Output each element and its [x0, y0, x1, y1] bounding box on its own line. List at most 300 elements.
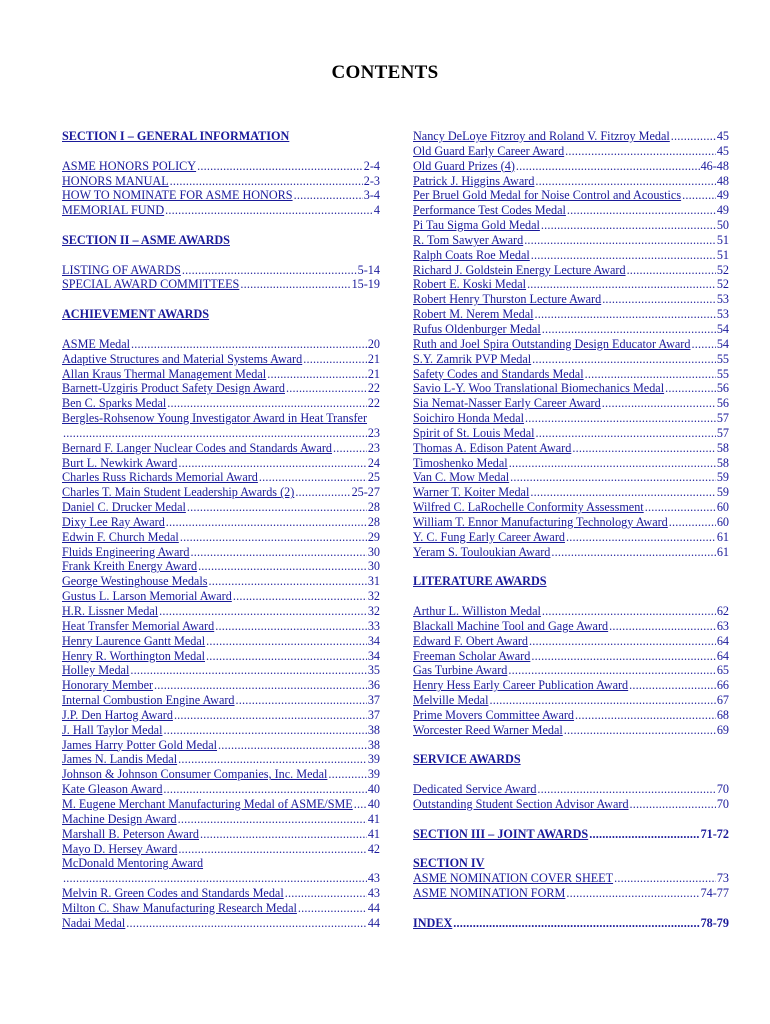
entry-title: Henry R. Worthington Medal [62, 648, 205, 663]
toc-entry-link[interactable] [62, 619, 380, 634]
page-number: 69 [716, 722, 729, 737]
page-number: 61 [716, 529, 729, 544]
page-number: 50 [716, 218, 729, 233]
page-number: 45 [716, 129, 729, 143]
page-number: 68 [716, 707, 729, 722]
entry-title: Gustus L. Larson Memorial Award [62, 589, 232, 604]
spacer [62, 218, 380, 233]
toc-entry-link[interactable] [62, 411, 380, 426]
page-number: 15-19 [351, 277, 380, 292]
toc-column-right [413, 129, 729, 931]
toc-entry-link[interactable] [62, 634, 380, 649]
toc-entry-link[interactable] [413, 827, 729, 842]
page-number: 38 [367, 737, 380, 752]
section-heading-link[interactable]: SECTION II – ASME AWARDS [62, 232, 230, 247]
dot-leader [535, 307, 716, 322]
toc-entry-link[interactable] [62, 678, 380, 693]
toc-entry-link[interactable] [62, 337, 380, 352]
dot-leader [178, 752, 367, 767]
page-number: 64 [716, 633, 729, 648]
dot-leader [154, 678, 367, 693]
section-heading-link[interactable]: SECTION I – GENERAL INFORMATION [62, 129, 290, 143]
dot-leader [551, 545, 715, 560]
page-number: 5-14 [357, 262, 380, 277]
entry-title: Robert M. Nerem Medal [413, 307, 534, 322]
dot-leader [131, 337, 367, 352]
dot-leader [629, 678, 716, 693]
dot-leader [614, 871, 716, 886]
page-number: 51 [716, 232, 729, 247]
toc-entry-link[interactable] [413, 159, 729, 174]
entry-title: Old Guard Prizes (4) [413, 158, 515, 173]
toc-entry-link[interactable] [413, 129, 729, 144]
toc-entry-link[interactable] [413, 381, 729, 396]
entry-title: ASME HONORS POLICY [62, 158, 197, 173]
spacer [413, 589, 729, 604]
entry-title: R. Tom Sawyer Award [413, 232, 524, 247]
toc-entry-link[interactable] [62, 901, 380, 916]
page-number: 23 [367, 425, 380, 440]
dot-leader [218, 738, 367, 753]
entry-title: S.Y. Zamrik PVP Medal [413, 351, 532, 366]
toc-entry-link[interactable] [62, 752, 380, 767]
toc-entry-link[interactable] [413, 663, 729, 678]
entry-title: Dixy Lee Ray Award [62, 514, 165, 529]
dot-leader [567, 203, 716, 218]
entry-title: Blackall Machine Tool and Gage Award [413, 618, 609, 633]
toc-entry-link[interactable] [62, 485, 380, 500]
spacer [413, 842, 729, 857]
dot-leader [691, 337, 715, 352]
entry-title: Soichiro Honda Medal [413, 411, 525, 426]
dot-leader [298, 901, 367, 916]
toc-entry-link[interactable] [413, 188, 729, 203]
entry-title: Prime Movers Committee Award [413, 707, 575, 722]
entry-title: Ruth and Joel Spira Outstanding Design Educator Award [413, 336, 691, 351]
entry-title: William T. Ennor Manufacturing Technology Award [413, 514, 668, 529]
dot-leader [126, 916, 367, 931]
entry-title: Arthur L. Williston Medal [413, 604, 541, 618]
toc-entry-link[interactable] [62, 693, 380, 708]
dot-leader [178, 812, 367, 827]
entry-title: Outstanding Student Section Advisor Award [413, 796, 629, 811]
toc-entry-link[interactable] [413, 649, 729, 664]
page-number: 51 [716, 247, 729, 262]
dot-leader [294, 188, 363, 203]
entry-title: Kate Gleason Award [62, 782, 163, 797]
dot-leader [630, 797, 716, 812]
entry-title: J.P. Den Hartog Award [62, 707, 173, 722]
toc-entry-link[interactable] [62, 381, 380, 396]
entry-title: Frank Kreith Energy Award [62, 559, 198, 574]
dot-leader [166, 515, 367, 530]
dot-leader [328, 767, 366, 782]
toc-entry-link[interactable] [62, 396, 380, 411]
entry-title: Yeram S. Touloukian Award [413, 544, 551, 559]
section-heading-link[interactable]: SERVICE AWARDS [413, 752, 521, 767]
toc-entry-link[interactable] [413, 352, 729, 367]
toc-entry-link[interactable] [413, 218, 729, 233]
dot-leader [665, 381, 716, 396]
dot-leader [200, 827, 367, 842]
entry-title: LISTING OF AWARDS [62, 262, 181, 277]
page-number: 32 [367, 589, 380, 604]
page-number: 52 [716, 262, 729, 277]
dot-leader [215, 619, 367, 634]
entry-title: Melvin R. Green Codes and Standards Medal [62, 886, 284, 901]
toc-entry-link[interactable] [62, 352, 380, 367]
dot-leader [572, 441, 715, 456]
entry-title: James N. Landis Medal [62, 752, 178, 767]
toc-entry-link[interactable] [413, 871, 729, 886]
entry-title: Gas Turbine Award [413, 663, 508, 678]
entry-title: Edward F. Obert Award [413, 633, 529, 648]
entry-title: ASME NOMINATION COVER SHEET [413, 871, 614, 886]
page-number: 52 [716, 277, 729, 292]
toc-entry-link[interactable] [413, 144, 729, 159]
dot-leader [542, 604, 716, 619]
toc-entry-link[interactable] [62, 886, 380, 901]
page-title: CONTENTS [331, 62, 439, 83]
entry-title: Van C. Mow Medal [413, 470, 510, 485]
page-number: 40 [367, 796, 380, 811]
toc-entry-link[interactable] [413, 456, 729, 471]
toc-entry-link[interactable] [62, 263, 380, 278]
entry-title: HOW TO NOMINATE FOR ASME HONORS [62, 188, 293, 203]
toc-entry-link[interactable] [62, 782, 380, 797]
section-heading-link[interactable]: LITERATURE AWARDS [413, 574, 547, 589]
dot-leader [531, 248, 716, 263]
dot-leader [236, 693, 367, 708]
page-number: 56 [716, 381, 729, 396]
dot-leader [170, 174, 363, 189]
page-number: 57 [716, 425, 729, 440]
dot-leader [564, 723, 716, 738]
page-number: 23 [367, 440, 380, 455]
page-number: 3-4 [363, 188, 380, 203]
page-number: 28 [367, 514, 380, 529]
dot-leader [333, 441, 367, 456]
entry-title: Bergles-Rohsenow Young Investigator Award in Heat Transfer [62, 411, 368, 426]
page-number: 48 [716, 173, 729, 188]
toc-entry-link[interactable] [62, 842, 380, 857]
page-number: 71-72 [700, 826, 729, 841]
entry-title: Machine Design Award [62, 811, 177, 826]
toc-entry-link[interactable] [413, 485, 729, 500]
toc-entry-link[interactable] [62, 827, 380, 842]
toc-entry-link[interactable] [413, 693, 729, 708]
entry-title: Y. C. Fung Early Career Award [413, 529, 565, 544]
page-number: 73 [716, 871, 729, 886]
dot-leader [542, 322, 716, 337]
page-number: 55 [716, 351, 729, 366]
dot-leader [259, 470, 367, 485]
entry-title: Rufus Oldenburger Medal [413, 321, 541, 336]
dot-leader [174, 708, 367, 723]
page-number: 54 [716, 321, 729, 336]
page-number: 35 [367, 663, 380, 678]
toc-entry-link[interactable] [62, 574, 380, 589]
toc-entry-link[interactable] [413, 174, 729, 189]
toc-entry-link[interactable] [413, 337, 729, 352]
page-number: 33 [367, 618, 380, 633]
entry-title: Johnson & Johnson Consumer Companies, Inc. Medal [62, 767, 328, 782]
toc-entry-link[interactable] [413, 203, 729, 218]
dot-leader [233, 589, 367, 604]
entry-title: Ralph Coats Roe Medal [413, 247, 530, 262]
page-number: 65 [716, 663, 729, 678]
page-number: 2-3 [363, 173, 380, 188]
toc-entry-link[interactable] [413, 367, 729, 382]
dot-leader [585, 367, 716, 382]
spacer [62, 322, 380, 337]
page-number: 63 [716, 618, 729, 633]
dot-leader [63, 426, 367, 441]
toc-entry-link[interactable] [62, 174, 380, 189]
toc-entry-link[interactable] [413, 470, 729, 485]
entry-title: SPECIAL AWARD COMMITTEES [62, 277, 240, 292]
dot-leader [63, 871, 367, 886]
spacer [62, 292, 380, 307]
toc-entry-link[interactable] [413, 634, 729, 649]
entry-title: Internal Combustion Engine Award [62, 693, 235, 708]
toc-entry-link[interactable] [413, 248, 729, 263]
page-number: 54 [716, 336, 729, 351]
entry-title: Warner T. Koiter Medal [413, 485, 530, 500]
page-number: 29 [367, 529, 380, 544]
toc-entry-link[interactable] [413, 307, 729, 322]
page-number: 70 [716, 782, 729, 797]
entry-title: Marshall B. Peterson Award [62, 826, 199, 841]
toc-entry-link[interactable] [413, 411, 729, 426]
toc-entry-link[interactable] [62, 708, 380, 723]
entry-title: Dedicated Service Award [413, 782, 537, 797]
toc-entry-link[interactable] [413, 619, 729, 634]
spacer [413, 559, 729, 574]
toc-entry-link[interactable] [62, 589, 380, 604]
toc-entry-link[interactable] [62, 767, 380, 782]
entry-title: Mayo D. Hersey Award [62, 841, 178, 856]
entry-title: Henry Hess Early Career Publication Award [413, 678, 629, 693]
dot-leader [509, 456, 716, 471]
toc-entry-link[interactable] [62, 916, 380, 931]
page-number: 43 [367, 886, 380, 901]
entry-title: Adaptive Structures and Material Systems Award [62, 351, 303, 366]
toc-entry-link[interactable] [62, 530, 380, 545]
page-number: 34 [367, 648, 380, 663]
dot-leader [536, 426, 716, 441]
toc-entry-link[interactable] [62, 515, 380, 530]
dot-leader [531, 649, 715, 664]
page-number: 55 [716, 366, 729, 381]
toc-entry-link[interactable] [62, 367, 380, 382]
dot-leader [130, 663, 366, 678]
dot-leader [530, 485, 715, 500]
toc-entry-link[interactable] [413, 678, 729, 693]
page-number: 4 [373, 203, 380, 218]
page-number: 49 [716, 188, 729, 203]
toc-entry-link[interactable] [413, 708, 729, 723]
toc-entry-link[interactable] [413, 500, 729, 515]
toc-entry-link[interactable] [62, 812, 380, 827]
dot-leader [508, 663, 715, 678]
entry-title: Charles T. Main Student Leadership Awards (2) [62, 485, 295, 500]
toc-entry-link[interactable] [62, 456, 380, 471]
toc-entry-link[interactable] [413, 916, 729, 931]
entry-title: Charles Russ Richards Memorial Award [62, 470, 258, 485]
entry-title: Bernard F. Langer Nuclear Codes and Standards Award [62, 440, 333, 455]
dot-leader [354, 797, 367, 812]
dot-leader [303, 352, 367, 367]
spacer [413, 812, 729, 827]
toc-entry-link[interactable] [62, 441, 380, 456]
toc-entry-link[interactable] [413, 277, 729, 292]
toc-entry-link[interactable] [413, 782, 729, 797]
dot-leader [178, 842, 367, 857]
toc-entry-link[interactable] [62, 871, 380, 886]
toc-entry-link[interactable] [62, 203, 380, 218]
dot-leader [163, 782, 366, 797]
dot-leader [163, 723, 366, 738]
dot-leader [286, 381, 367, 396]
toc-entry-link[interactable] [62, 797, 380, 812]
entry-title: Barnett-Uzgiris Product Safety Design Award [62, 381, 285, 396]
page-number: 58 [716, 440, 729, 455]
toc-entry-link[interactable] [62, 723, 380, 738]
dot-leader [627, 263, 716, 278]
toc-entry-link[interactable] [413, 723, 729, 738]
toc-entry-link[interactable] [413, 530, 729, 545]
toc-entry-link[interactable] [62, 159, 380, 174]
page-number: 59 [716, 485, 729, 500]
toc-entry-link[interactable] [413, 426, 729, 441]
page-number: 49 [716, 203, 729, 218]
page-number: 60 [716, 500, 729, 515]
toc-entry-link[interactable] [62, 604, 380, 619]
entry-title: Burt L. Newkirk Award [62, 455, 178, 470]
toc-entry-link[interactable] [62, 559, 380, 574]
entry-title: Richard J. Goldstein Energy Lecture Award [413, 262, 626, 277]
entry-title: Wilfred C. LaRochelle Conformity Assessment [413, 500, 644, 515]
page-number: 44 [367, 900, 380, 915]
entry-title: ASME Medal [62, 336, 131, 351]
entry-title: INDEX [413, 915, 453, 930]
toc-entry-link[interactable] [62, 188, 380, 203]
page-number: 37 [367, 693, 380, 708]
entry-title: Thomas A. Edison Patent Award [413, 440, 572, 455]
toc-entry-link[interactable] [62, 738, 380, 753]
page-number: 20 [367, 336, 380, 351]
entry-title: Patrick J. Higgins Award [413, 173, 535, 188]
dot-leader [529, 634, 716, 649]
dot-leader [532, 352, 716, 367]
page-number: 37 [367, 707, 380, 722]
entry-title: Honorary Member [62, 678, 154, 693]
toc-entry-link[interactable] [62, 470, 380, 485]
toc-entry-link[interactable] [413, 441, 729, 456]
page-number: 42 [367, 841, 380, 856]
page-number: 57 [716, 411, 729, 426]
toc-entry-link[interactable] [62, 426, 380, 441]
dot-leader [197, 159, 363, 174]
entry-title: Freeman Scholar Award [413, 648, 531, 663]
dot-leader [535, 174, 715, 189]
dot-leader [541, 218, 716, 233]
entry-title: Ben C. Sparks Medal [62, 396, 167, 411]
dot-leader [295, 485, 350, 500]
entry-title: Daniel C. Drucker Medal [62, 500, 186, 515]
spacer [62, 144, 380, 159]
entry-title: Worcester Reed Warner Medal [413, 722, 563, 737]
toc-entry-link[interactable] [413, 545, 729, 560]
entry-title: Per Bruel Gold Medal for Noise Control and Acoustics [413, 188, 682, 203]
dot-leader [537, 782, 715, 797]
toc-entry-link[interactable] [62, 649, 380, 664]
page-number: 21 [367, 351, 380, 366]
entry-title: ASME NOMINATION FORM [413, 886, 566, 901]
dot-leader [609, 619, 716, 634]
toc-entry-link[interactable] [413, 604, 729, 619]
entry-title: Spirit of St. Louis Medal [413, 425, 535, 440]
toc-entry-link[interactable] [413, 797, 729, 812]
toc-entry-link[interactable] [62, 856, 380, 871]
toc-entry-link[interactable] [413, 233, 729, 248]
page-number: 53 [716, 307, 729, 322]
entry-title: SECTION III – JOINT AWARDS [413, 826, 589, 841]
dot-leader [180, 530, 367, 545]
dot-leader [671, 129, 716, 144]
entry-title: J. Hall Taylor Medal [62, 722, 163, 737]
entry-title: Timoshenko Medal [413, 455, 508, 470]
toc-entry-link[interactable] [62, 545, 380, 560]
toc-entry-link[interactable] [62, 500, 380, 515]
dot-leader [267, 367, 367, 382]
entry-title: Sia Nemat-Nasser Early Career Award [413, 396, 601, 411]
dot-leader [669, 515, 716, 530]
page-number: 34 [367, 633, 380, 648]
page-number: 70 [716, 796, 729, 811]
toc-entry-link[interactable] [413, 886, 729, 901]
dot-leader [645, 500, 716, 515]
section-heading-link[interactable]: ACHIEVEMENT AWARDS [62, 307, 210, 322]
toc-entry-link[interactable] [413, 263, 729, 278]
entry-title: Edwin F. Church Medal [62, 529, 179, 544]
dot-leader [206, 634, 367, 649]
toc-entry-link[interactable] [62, 663, 380, 678]
page-number: 21 [367, 366, 380, 381]
entry-title: Melville Medal [413, 693, 489, 708]
toc-entry-link[interactable] [413, 292, 729, 307]
spacer [413, 901, 729, 916]
page-number: 36 [367, 678, 380, 693]
toc-entry-link[interactable] [413, 515, 729, 530]
entry-title: MEMORIAL FUND [62, 203, 165, 218]
page-number: 22 [367, 396, 380, 411]
entry-title: McDonald Mentoring Award [62, 856, 204, 871]
dot-leader [489, 693, 715, 708]
page-number: 46-48 [700, 158, 729, 173]
page-number: 60 [716, 514, 729, 529]
entry-title: M. Eugene Merchant Manufacturing Medal of ASME/SME [62, 796, 353, 811]
toc-entry-link[interactable] [413, 396, 729, 411]
dot-leader [524, 233, 716, 248]
dot-leader [602, 396, 716, 411]
entry-title: Henry Laurence Gantt Medal [62, 633, 206, 648]
dot-leader [208, 574, 366, 589]
section-heading-link[interactable]: SECTION IV [413, 856, 485, 871]
toc-entry-link[interactable] [62, 277, 380, 292]
toc-entry-link[interactable] [413, 322, 729, 337]
